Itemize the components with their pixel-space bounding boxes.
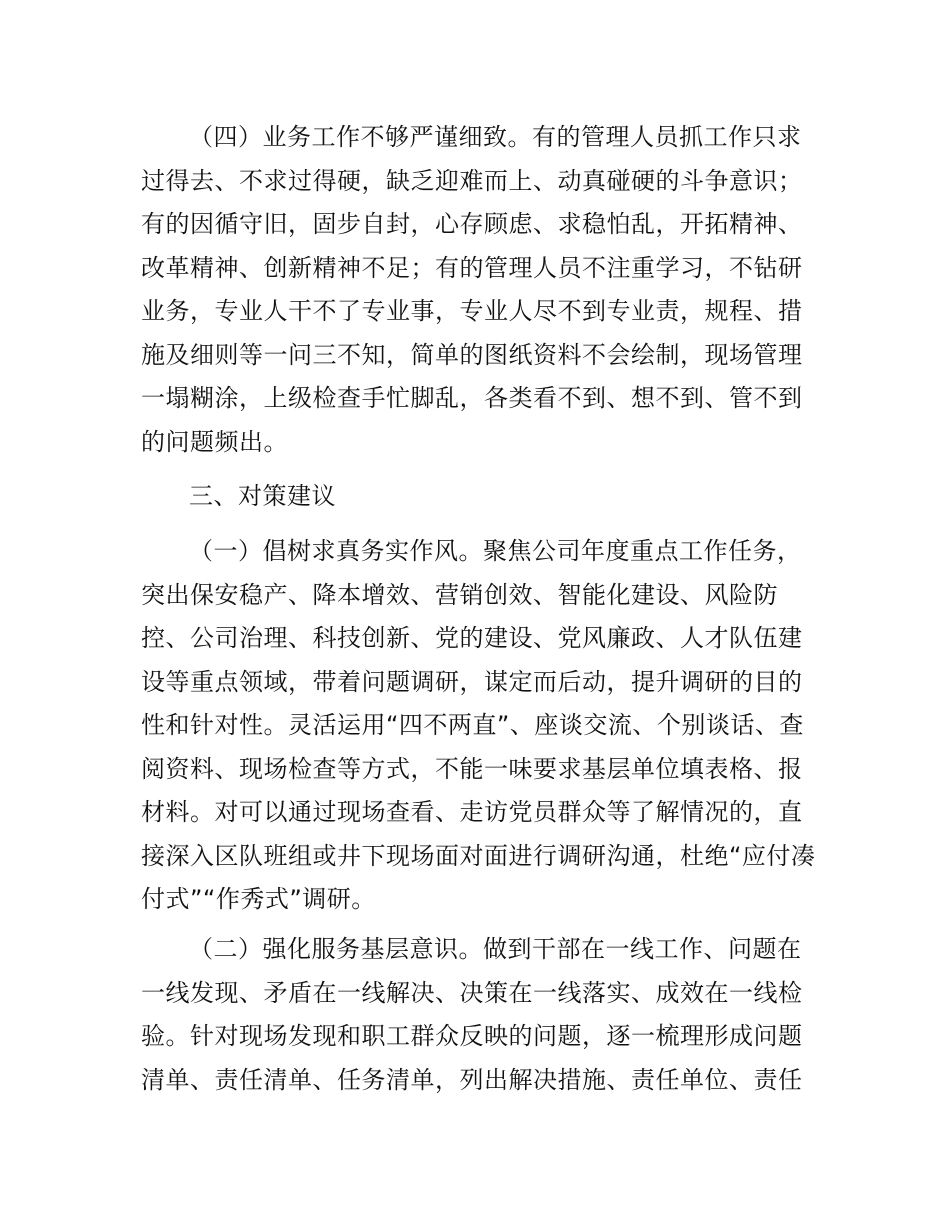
paragraph-weakness-four: （四）业务工作不够严谨细致。有的管理人员抓工作只求过得去、不求过得硬，缺乏迎难而上、动真碰硬的斗争意识；有的因循守旧，固步自封，心存顾虑、求稳怕乱，开拓精神、改革精神、创新精神不足；有的管理人员不注重学习，不钻研业务，专业人干不了专业事，专业人尽不到专业责，规程、措施及细则等一问三不知，简单的图纸资料不会绘制，现场管理一塌糊涂，上级检查手忙脚乱，各类看不到、想不到、管不到的问题频出。 <box>141 123 803 456</box>
paragraph-countermeasure-one: （一）倡树求真务实作风。聚焦公司年度重点工作任务，突出保安稳产、降本增效、营销创效、智能化建设、风险防控、公司治理、科技创新、党的建设、党风廉政、人才队伍建设等重点领域，带着问题调研，谋定而后动，提升调研的目的性和针对性。灵活运用“四不两直”、座谈交流、个别谈话、查阅资料、现场检查等方式，不能一味要求基层单位填表格、报材料。对可以通过现场查看、走访党员群众等了解情况的，直接深入区队班组或井下现场面对面进行调研沟通，杜绝“应付凑付式”“作秀式”调研。 <box>141 537 816 913</box>
paragraph-countermeasure-two: （二）强化服务基层意识。做到干部在一线工作、问题在一线发现、矛盾在一线解决、决策在一线落实、成效在一线检验。针对现场发现和职工群众反映的问题，逐一梳理形成问题清单、责任清单、任务清单，列出解决措施、责任单位、责任 <box>141 935 803 1094</box>
section-heading-countermeasures: 三、对策建议 <box>189 482 336 510</box>
